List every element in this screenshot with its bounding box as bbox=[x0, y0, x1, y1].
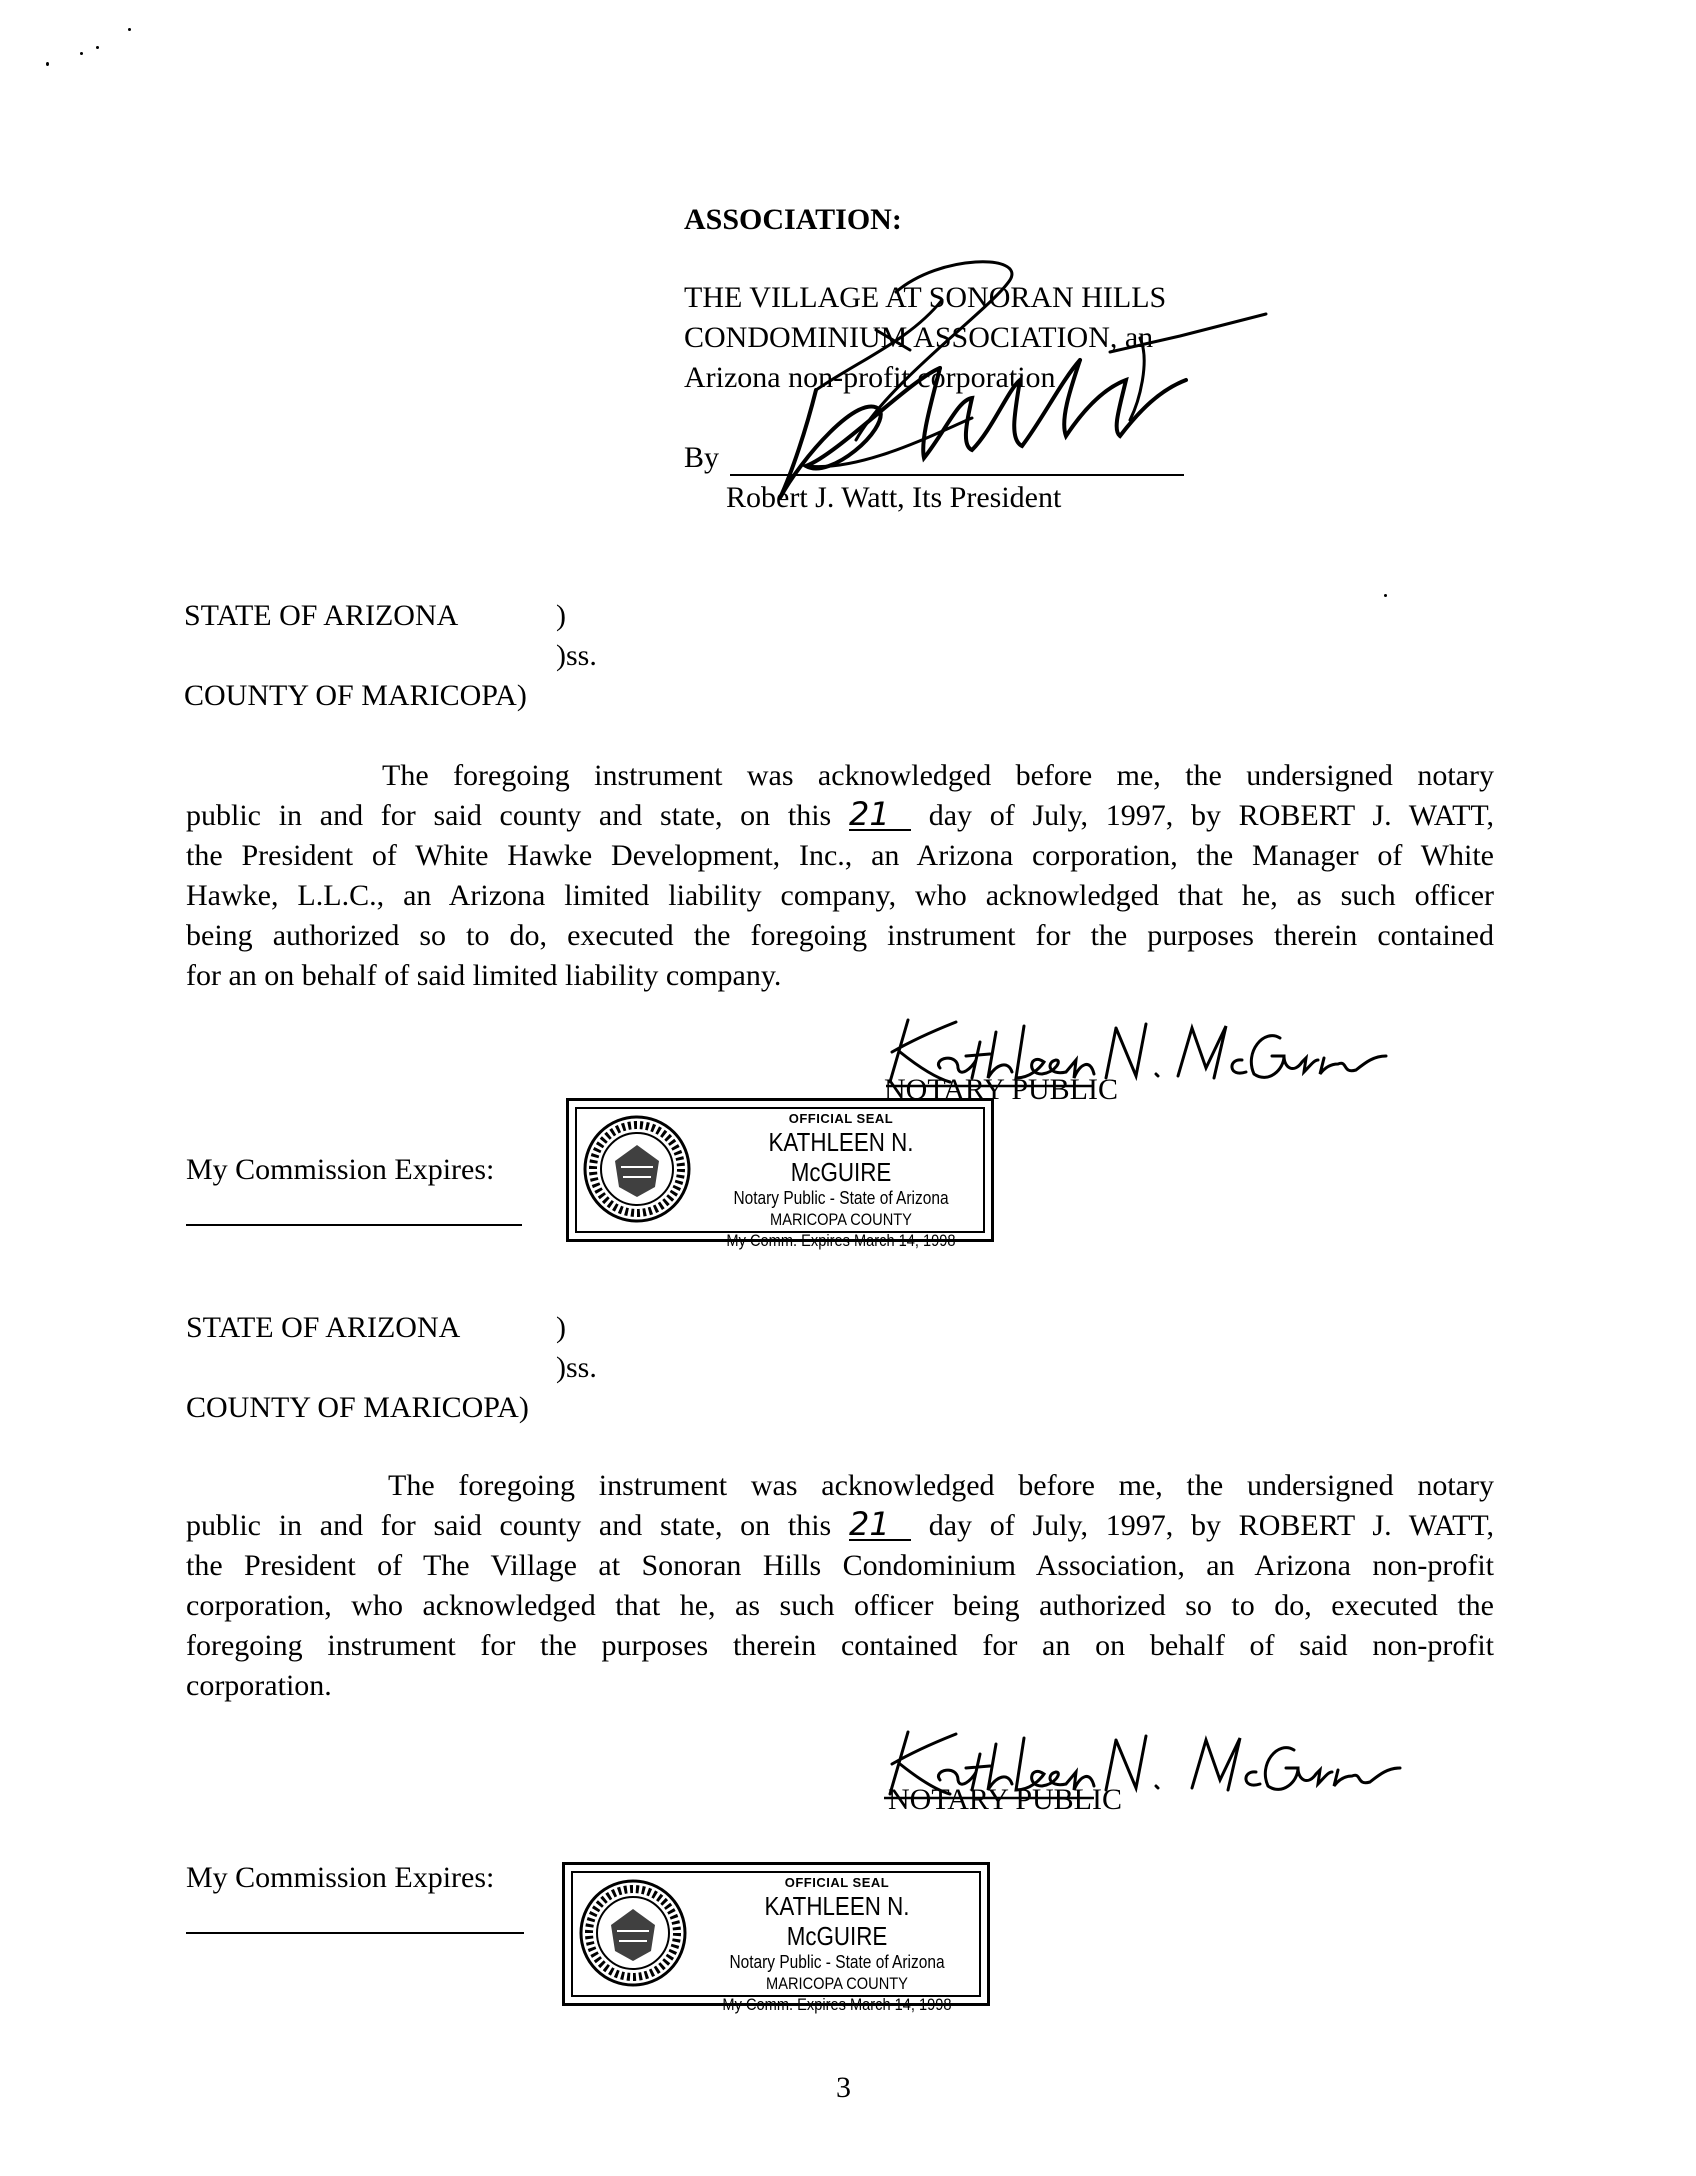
notary-public-label: NOTARY PUBLIC bbox=[888, 1783, 1123, 1816]
paragraph-line: being authorized so to do, executed the foregoing instrument for the purposes therein contained bbox=[186, 919, 1494, 952]
notary-public-label: NOTARY PUBLIC bbox=[884, 1073, 1119, 1106]
state-line: STATE OF ARIZONA bbox=[186, 1311, 461, 1344]
ss-line: )ss. bbox=[556, 639, 597, 672]
association-heading: ASSOCIATION: bbox=[684, 203, 902, 236]
paragraph-text: public in and for said county and state, on this bbox=[186, 799, 832, 832]
county-line: COUNTY OF MARICOPA) bbox=[186, 1391, 529, 1424]
scan-speck bbox=[46, 62, 49, 66]
paragraph-text: public in and for said county and state, on this bbox=[186, 1509, 832, 1542]
arizona-state-seal-icon bbox=[577, 1877, 689, 1989]
acknowledgment-paragraph-1 bbox=[186, 756, 1494, 996]
seal-title: Notary Public - State of Arizona bbox=[733, 1188, 949, 1208]
scan-speck bbox=[80, 52, 83, 55]
seal-expires: My Comm. Expires March 14, 1998 bbox=[726, 1231, 956, 1250]
paragraph-line: the President of The Village at Sonoran Hills Condominium Association, an Arizona non-profit bbox=[186, 1549, 1494, 1582]
notary-seal bbox=[562, 1862, 990, 2014]
ss-line: )ss. bbox=[556, 1351, 597, 1384]
seal-county: MARICOPA COUNTY bbox=[766, 1974, 908, 1993]
association-name-line3: Arizona non-profit corporation bbox=[684, 361, 1056, 394]
day-field: 21 bbox=[849, 799, 911, 831]
seal-official: OFFICIAL SEAL bbox=[788, 1111, 894, 1126]
paragraph-line: corporation. bbox=[186, 1669, 332, 1702]
association-name-line2: CONDOMINIUM ASSOCIATION, an bbox=[684, 321, 1154, 354]
seal-county: MARICOPA COUNTY bbox=[770, 1210, 912, 1229]
scan-speck bbox=[1384, 594, 1387, 597]
paragraph-line: Hawke, L.L.C., an Arizona limited liability company, who acknowledged that he, as such officer bbox=[186, 879, 1494, 912]
president-signature bbox=[710, 240, 1270, 510]
state-line: STATE OF ARIZONA bbox=[184, 599, 459, 632]
paragraph-line: The foregoing instrument was acknowledged before me, the undersigned notary bbox=[382, 759, 1494, 792]
seal-expires: My Comm. Expires March 14, 1998 bbox=[722, 1995, 952, 2014]
acknowledgment-paragraph-2 bbox=[186, 1466, 1494, 1706]
day-field: 21 bbox=[849, 1509, 911, 1541]
seal-official: OFFICIAL SEAL bbox=[784, 1875, 890, 1890]
county-line: COUNTY OF MARICOPA) bbox=[184, 679, 527, 712]
commission-expires-label: My Commission Expires: bbox=[186, 1153, 495, 1186]
paragraph-line: The foregoing instrument was acknowledged before me, the undersigned notary bbox=[388, 1469, 1494, 1502]
by-label: By bbox=[684, 441, 720, 474]
scan-speck bbox=[96, 46, 99, 49]
page-number: 3 bbox=[836, 2071, 851, 2104]
paragraph-line: the President of White Hawke Development, Inc., an Arizona corporation, the Manager of White bbox=[186, 839, 1494, 872]
scan-speck bbox=[128, 28, 131, 31]
state-paren: ) bbox=[556, 1311, 566, 1344]
paragraph-line: for an on behalf of said limited liability company. bbox=[186, 959, 782, 992]
seal-name: KATHLEEN N. McGUIRE bbox=[768, 1127, 914, 1187]
state-paren: ) bbox=[556, 599, 566, 632]
signatory-name: Robert J. Watt, Its President bbox=[726, 481, 1062, 514]
arizona-state-seal-icon bbox=[581, 1113, 693, 1225]
seal-title: Notary Public - State of Arizona bbox=[729, 1952, 945, 1972]
commission-expires-label: My Commission Expires: bbox=[186, 1861, 495, 1894]
notary-seal bbox=[566, 1098, 994, 1250]
paragraph-text: day of July, 1997, by ROBERT J. WATT, bbox=[928, 1509, 1495, 1542]
paragraph-line bbox=[186, 796, 1494, 836]
association-name-line1: THE VILLAGE AT SONORAN HILLS bbox=[684, 281, 1167, 314]
commission-expires-line bbox=[186, 1224, 522, 1226]
paragraph-line: corporation, who acknowledged that he, as such officer being authorized so to do, executed the bbox=[186, 1589, 1494, 1622]
paragraph-text: day of July, 1997, by ROBERT J. WATT, bbox=[928, 799, 1495, 832]
seal-name: KATHLEEN N. McGUIRE bbox=[764, 1891, 910, 1951]
paragraph-line: foregoing instrument for the purposes therein contained for an on behalf of said non-profit bbox=[186, 1629, 1494, 1662]
paragraph-line bbox=[186, 1506, 1494, 1546]
commission-expires-line bbox=[186, 1932, 524, 1934]
